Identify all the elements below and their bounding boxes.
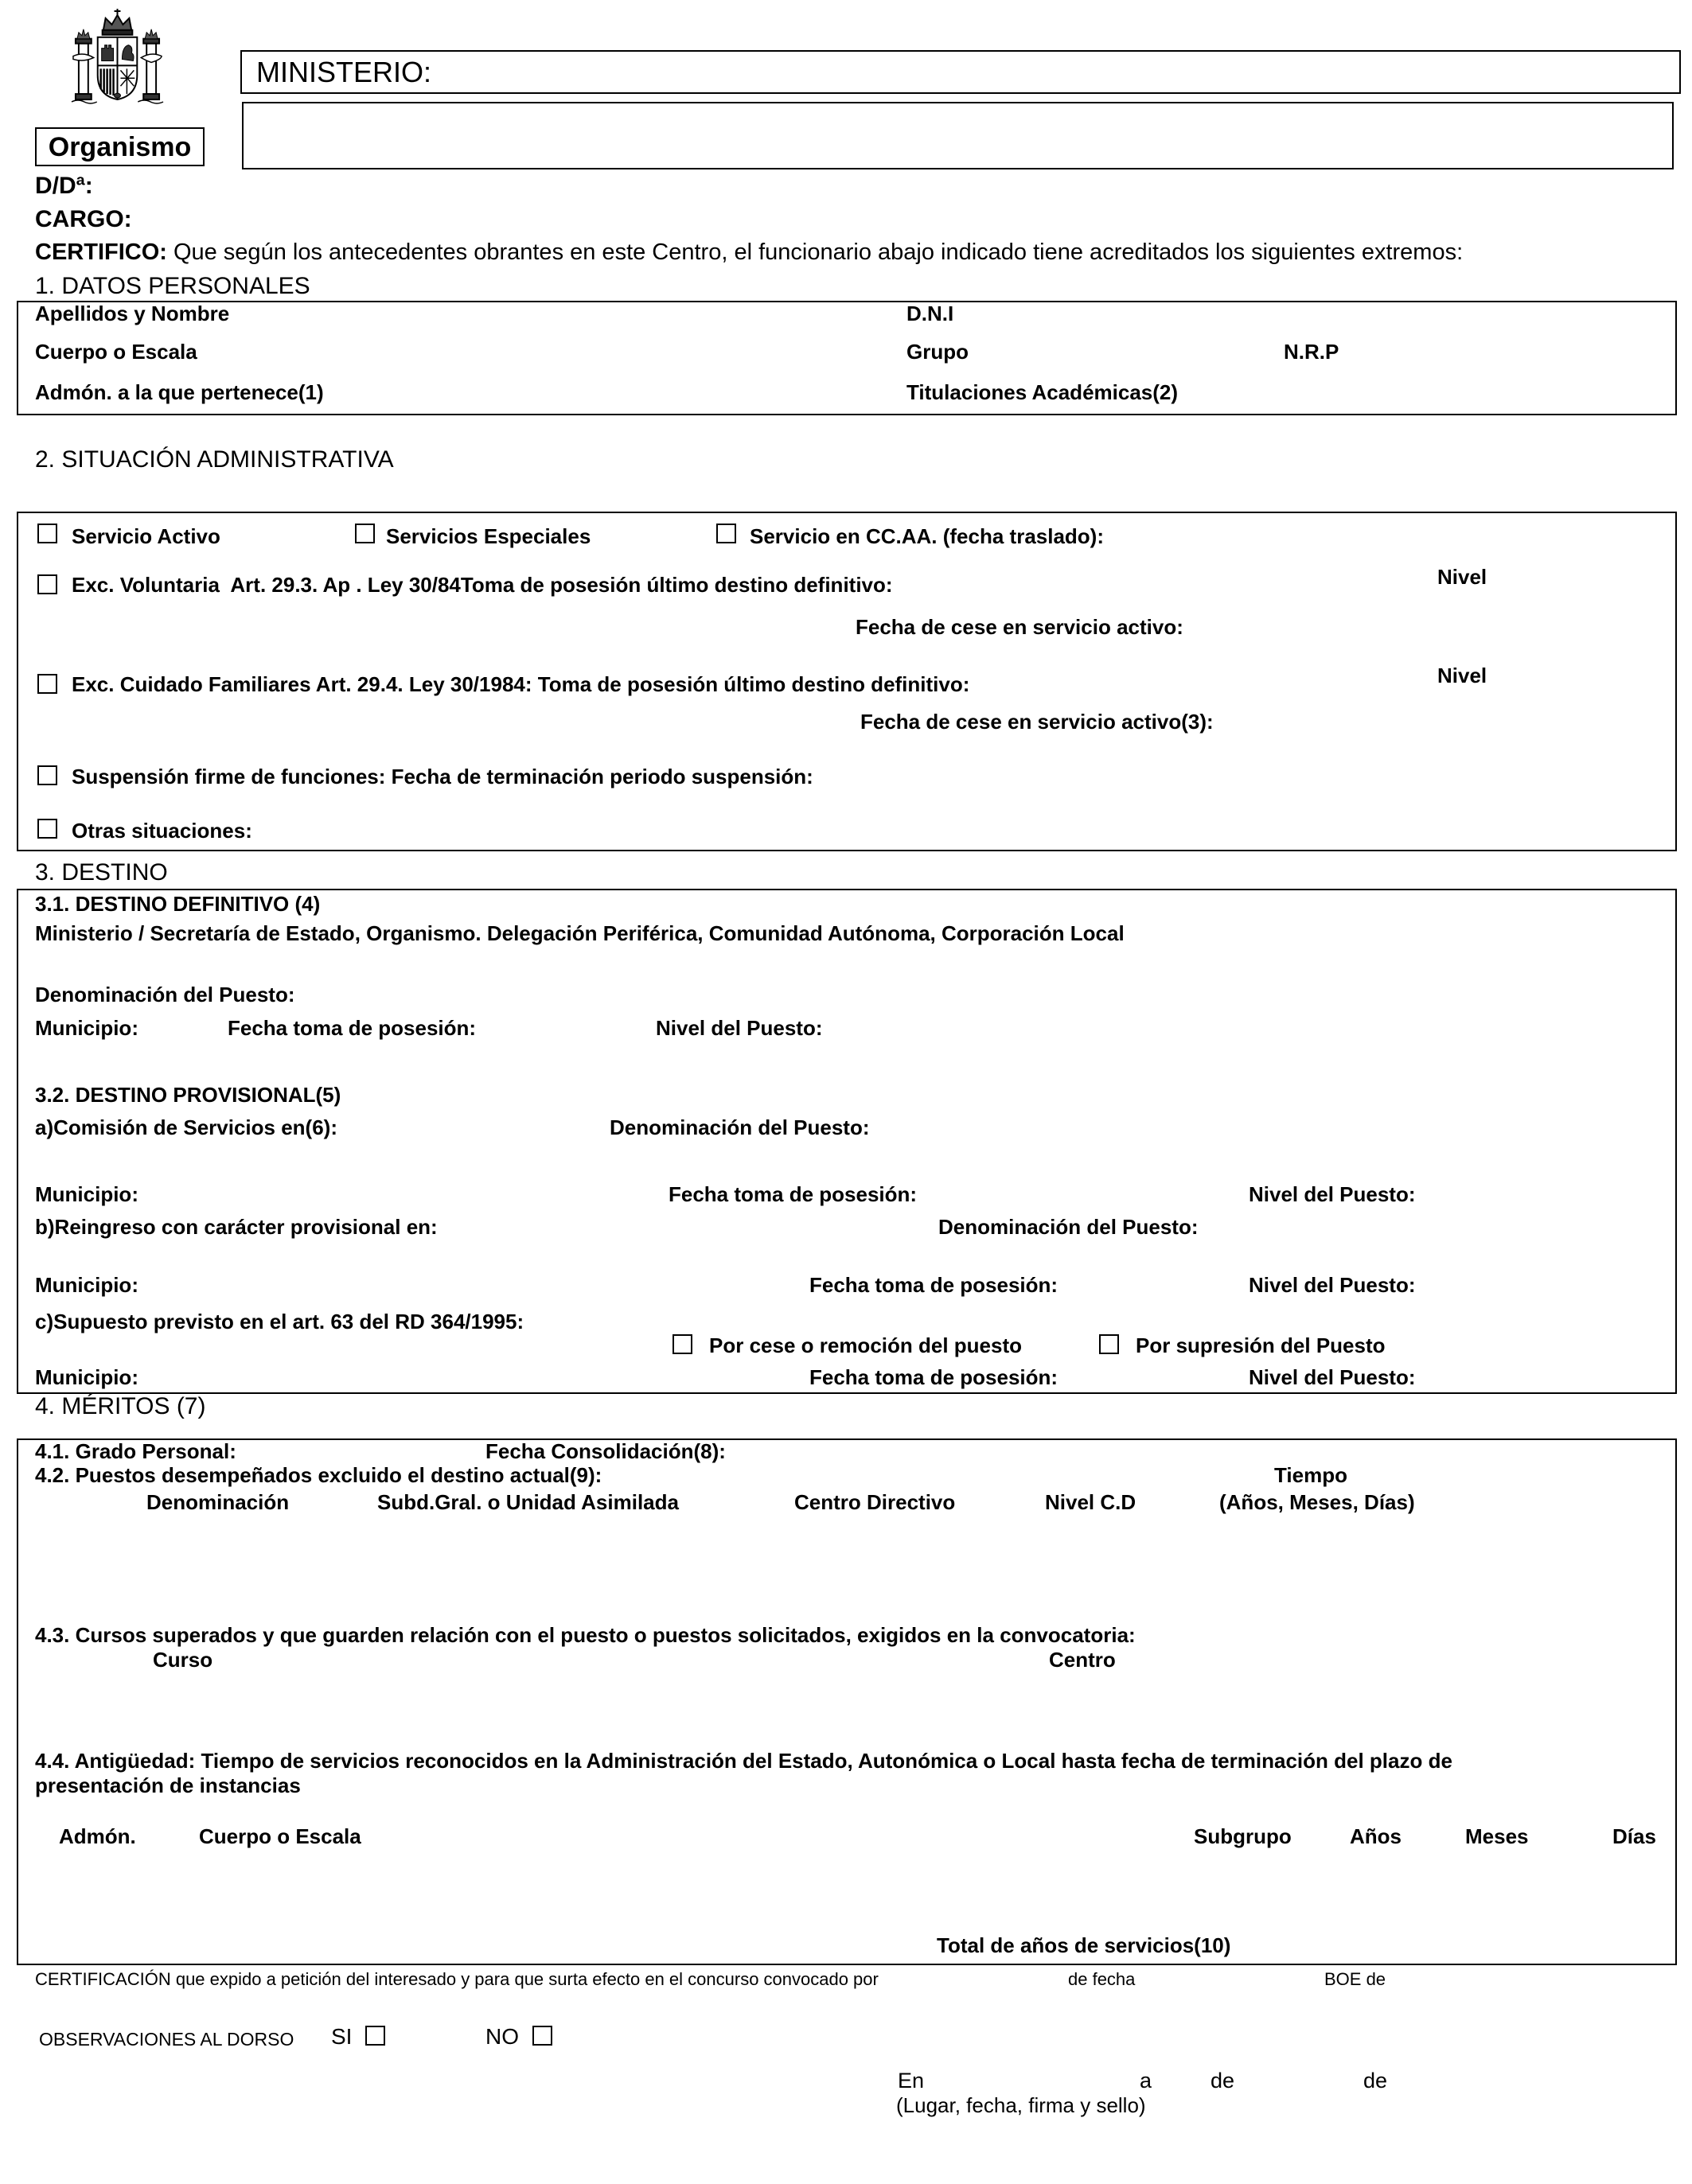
signature-date-de-label-1: de: [1211, 2069, 1235, 2093]
signature-caption: (Lugar, fecha, firma y sello): [896, 2093, 1146, 2117]
signature-date-a-label: a: [1140, 2069, 1152, 2093]
emblem-crown: [103, 15, 132, 31]
cese-remocion-label: Por cese o remoción del puesto: [709, 1333, 1022, 1357]
total-anos-servicios-label: Total de años de servicios(10): [937, 1933, 1231, 1957]
emblem-ribbon-left: [73, 54, 94, 60]
comision-denominacion-label: Denominación del Puesto:: [610, 1115, 870, 1139]
observaciones-si-checkbox[interactable]: [365, 2026, 385, 2046]
servicio-ccaa-label: Servicio en CC.AA. (fecha traslado):: [750, 524, 1104, 548]
exc-cuidado-familiares-checkbox[interactable]: [37, 674, 57, 694]
supuesto-nivel-label: Nivel del Puesto:: [1249, 1365, 1416, 1389]
column-header-centro: Centro: [1049, 1648, 1116, 1672]
observaciones-no-checkbox[interactable]: [532, 2026, 552, 2046]
reingreso-fecha-toma-label: Fecha toma de posesión:: [809, 1273, 1058, 1297]
otras-situaciones-label: Otras situaciones:: [72, 819, 252, 843]
column-header-tiempo-unidades: (Años, Meses, Días): [1219, 1490, 1415, 1514]
column-header-cuerpo-escala: Cuerpo o Escala: [199, 1824, 361, 1848]
ministerio-field[interactable]: [240, 50, 1681, 94]
apellidos-nombre-label: Apellidos y Nombre: [35, 302, 230, 325]
organismo-field[interactable]: [242, 102, 1674, 169]
emblem-pillar-left-capital: [76, 39, 92, 44]
ministerio-label: MINISTERIO:: [256, 56, 432, 88]
observaciones-dorso-label: OBSERVACIONES AL DORSO: [39, 2029, 294, 2050]
comision-nivel-label: Nivel del Puesto:: [1249, 1182, 1416, 1206]
puestos-desempenados-title: 4.2. Puestos desempeñados excluido el destino actual(9):: [35, 1463, 602, 1487]
organismo-label: Organismo: [48, 131, 192, 162]
reingreso-nivel-label: Nivel del Puesto:: [1249, 1273, 1416, 1297]
column-header-centro-directivo: Centro Directivo: [794, 1490, 956, 1514]
exc-cuidado-familiares-label: Exc. Cuidado Familiares Art. 29.4. Ley 30/1984: Toma de posesión último destino definitivo:: [72, 672, 970, 696]
comision-municipio-label: Municipio:: [35, 1182, 138, 1206]
section-title-situacion-administrativa: 2. SITUACIÓN ADMINISTRATIVA: [35, 446, 394, 473]
observaciones-no-label: NO: [485, 2024, 519, 2049]
dni-label: D.N.I: [906, 302, 954, 325]
cese-remocion-checkbox[interactable]: [673, 1334, 692, 1354]
supuesto-fecha-toma-label: Fecha toma de posesión:: [809, 1365, 1058, 1389]
destino-definitivo-nivel-label: Nivel del Puesto:: [656, 1016, 823, 1040]
otras-situaciones-checkbox[interactable]: [37, 819, 57, 839]
grado-personal-label: 4.1. Grado Personal:: [35, 1439, 236, 1463]
servicio-activo-checkbox[interactable]: [37, 524, 57, 543]
certifico-statement: [35, 239, 1463, 266]
column-header-meses: Meses: [1465, 1824, 1529, 1848]
emblem-pillar-right-base: [143, 94, 159, 99]
servicios-especiales-checkbox[interactable]: [355, 524, 375, 543]
certifico-label: CERTIFICO:: [35, 239, 167, 265]
column-header-subd-gral: Subd.Gral. o Unidad Asimilada: [377, 1490, 679, 1514]
emblem-pillar-left-crown: [77, 29, 90, 39]
coat-of-arms-emblem: [70, 7, 165, 105]
supresion-puesto-label: Por supresión del Puesto: [1136, 1333, 1386, 1357]
emblem-crown-band: [103, 30, 133, 35]
column-header-nivel-cd: Nivel C.D: [1045, 1490, 1136, 1514]
exc-voluntaria-label: Exc. Voluntaria Art. 29.3. Ap . Ley 30/84Toma de posesión último destino definitivo:: [72, 573, 893, 597]
emblem-crown-cross: [115, 9, 121, 15]
nrp-label: N.R.P: [1284, 340, 1339, 364]
fecha-cese-label-1: Fecha de cese en servicio activo:: [856, 615, 1183, 639]
column-header-denominacion: Denominación: [146, 1490, 290, 1514]
emblem-pillar-left: [79, 44, 88, 94]
certifico-text: Que según los antecedentes obrantes en este Centro, el funcionario abajo indicado tiene acreditados los siguientes extremos:: [173, 239, 1464, 265]
exc-voluntaria-checkbox[interactable]: [37, 574, 57, 594]
column-header-dias: Días: [1612, 1824, 1656, 1848]
reingreso-denominacion-label: Denominación del Puesto:: [938, 1215, 1199, 1239]
destino-definitivo-municipio-label: Municipio:: [35, 1016, 138, 1040]
suspension-label: Suspensión firme de funciones: Fecha de terminación periodo suspensión:: [72, 765, 813, 788]
organismo-label-box: [35, 127, 205, 166]
dd-label: D/Dª:: [35, 173, 93, 199]
emblem-pillar-right-capital: [143, 39, 159, 44]
destino-definitivo-ministerio-line: Ministerio / Secretaría de Estado, Organismo. Delegación Periférica, Comunidad Autónoma, Corporación Local: [35, 921, 1125, 945]
column-header-admon: Admón.: [59, 1824, 136, 1848]
nivel-label-1: Nivel: [1437, 565, 1487, 589]
section-title-meritos: 4. MÉRITOS (7): [35, 1393, 206, 1419]
cargo-label: CARGO:: [35, 206, 132, 232]
boe-label: BOE de: [1324, 1969, 1386, 1989]
emblem-ribbon-right: [141, 54, 162, 62]
destino-definitivo-fecha-toma-label: Fecha toma de posesión:: [228, 1016, 477, 1040]
suspension-checkbox[interactable]: [37, 765, 57, 785]
emblem-pillar-right: [146, 44, 156, 94]
nivel-label-2: Nivel: [1437, 664, 1487, 687]
antiguedad-title-line2: presentación de instancias: [35, 1773, 301, 1797]
supresion-puesto-checkbox[interactable]: [1099, 1334, 1119, 1354]
supuesto-art63-label: c)Supuesto previsto en el art. 63 del RD 364/1995:: [35, 1310, 524, 1333]
observaciones-si-label: SI: [331, 2024, 353, 2049]
emblem-pillar-right-crown: [145, 29, 158, 39]
destino-provisional-title: 3.2. DESTINO PROVISIONAL(5): [35, 1083, 341, 1107]
servicio-ccaa-checkbox[interactable]: [716, 524, 736, 543]
reingreso-municipio-label: Municipio:: [35, 1273, 138, 1297]
supuesto-municipio-label: Municipio:: [35, 1365, 138, 1389]
signature-date-de-label-2: de: [1363, 2069, 1388, 2093]
reingreso-provisional-label: b)Reingreso con carácter provisional en:: [35, 1215, 438, 1239]
destino-definitivo-title: 3.1. DESTINO DEFINITIVO (4): [35, 892, 321, 916]
antiguedad-title-line1: 4.4. Antigüedad: Tiempo de servicios reconocidos en la Administración del Estado, Autonómica o Local hasta fecha de terminación del plazo de: [35, 1749, 1452, 1773]
grupo-label: Grupo: [906, 340, 969, 364]
destino-definitivo-denominacion-label: Denominación del Puesto:: [35, 983, 295, 1006]
fecha-consolidacion-label: Fecha Consolidación(8):: [485, 1439, 726, 1463]
tiempo-label: Tiempo: [1274, 1463, 1347, 1487]
section-title-destino: 3. DESTINO: [35, 859, 168, 886]
column-header-anos: Años: [1350, 1824, 1402, 1848]
section-title-datos-personales: 1. DATOS PERSONALES: [35, 273, 310, 299]
emblem-pomegranate: [115, 93, 121, 98]
admon-pertenece-label: Admón. a la que pertenece(1): [35, 380, 324, 404]
column-header-curso: Curso: [153, 1648, 213, 1672]
emblem-waves: [72, 100, 163, 103]
emblem-pillar-left-base: [76, 94, 92, 99]
signature-place-en-label: En: [898, 2069, 925, 2093]
column-header-subgrupo: Subgrupo: [1194, 1824, 1292, 1848]
de-fecha-label: de fecha: [1068, 1969, 1136, 1989]
meritos-section: [17, 1438, 1677, 1965]
comision-fecha-toma-label: Fecha toma de posesión:: [669, 1182, 918, 1206]
cuerpo-escala-label: Cuerpo o Escala: [35, 340, 197, 364]
certificacion-text: CERTIFICACIÓN que expido a petición del interesado y para que surta efecto en el concurso convocado por: [35, 1969, 879, 1989]
fecha-cese-label-2: Fecha de cese en servicio activo(3):: [860, 710, 1214, 734]
cursos-superados-title: 4.3. Cursos superados y que guarden relación con el puesto o puestos solicitados, exigidos en la convocatoria:: [35, 1623, 1136, 1647]
servicios-especiales-label: Servicios Especiales: [386, 524, 591, 548]
servicio-activo-label: Servicio Activo: [72, 524, 220, 548]
comision-servicios-label: a)Comisión de Servicios en(6):: [35, 1115, 337, 1139]
titulaciones-label: Titulaciones Académicas(2): [906, 380, 1179, 404]
